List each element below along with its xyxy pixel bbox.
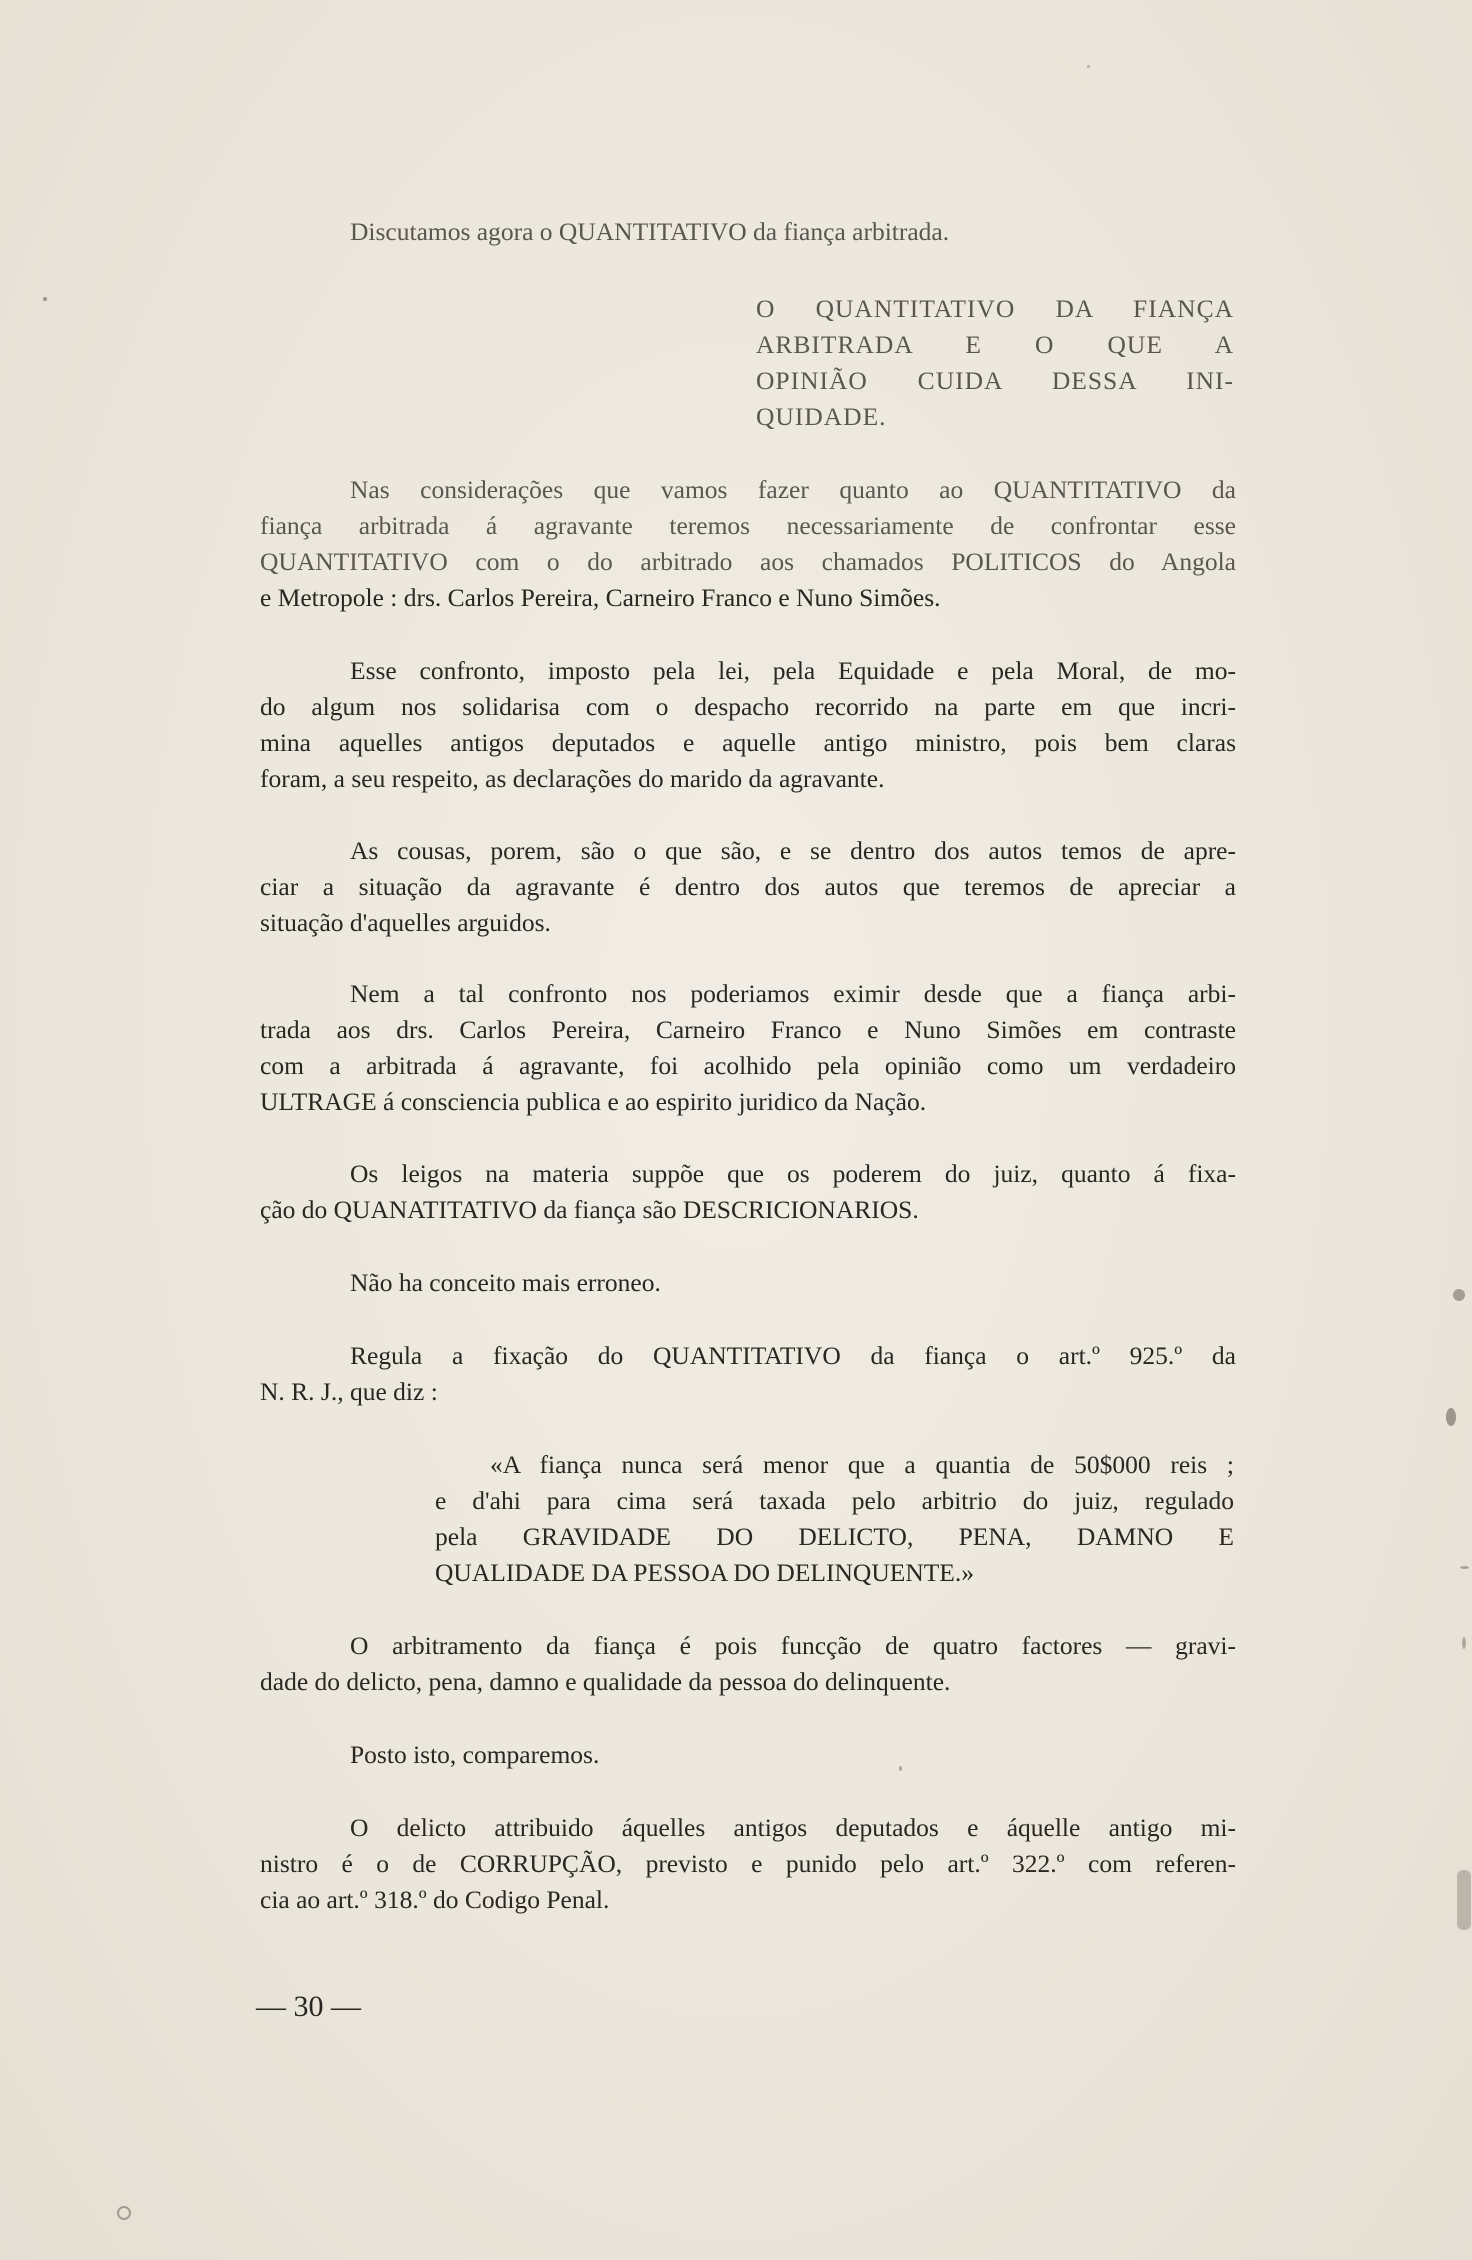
paragraph-line: As cousas, porem, são o que são, e se dentro dos autos temos de apre-	[350, 836, 1236, 865]
paragraph-line: Nem a tal confronto nos poderiamos eximir desde que a fiança arbi-	[350, 979, 1236, 1008]
paragraph-line: e Metropole : drs. Carlos Pereira, Carneiro Franco e Nuno Simões.	[260, 583, 941, 612]
paragraph-line: ção do QUANATITATIVO da fiança são DESCRICIONARIOS.	[260, 1195, 919, 1224]
paper-speck	[1446, 1408, 1456, 1426]
section-heading-line: ARBITRADA E O QUE A	[756, 330, 1234, 359]
paper-speck	[899, 1766, 902, 1771]
paragraph-line: foram, a seu respeito, as declarações do marido da agravante.	[260, 764, 885, 793]
paragraph-line: mina aquelles antigos deputados e aquelle antigo ministro, pois bem claras	[260, 728, 1236, 757]
paragraph-line: O delicto attribuido áquelles antigos deputados e áquelle antigo mi-	[350, 1813, 1236, 1842]
paragraph-line: situação d'aquelles arguidos.	[260, 908, 551, 937]
paragraph-line: trada aos drs. Carlos Pereira, Carneiro Franco e Nuno Simões em contraste	[260, 1015, 1236, 1044]
paragraph-line: nistro é o de CORRUPÇÃO, previsto e punido pelo art.º 322.º com referen-	[260, 1849, 1236, 1878]
paper-speck	[1460, 1566, 1469, 1569]
quote-line: QUALIDADE DA PESSOA DO DELINQUENTE.»	[435, 1558, 975, 1587]
paragraph-line: cia ao art.º 318.º do Codigo Penal.	[260, 1885, 610, 1914]
paragraph-line: dade do delicto, pena, damno e qualidade da pessoa do delinquente.	[260, 1667, 951, 1696]
paragraph-line: N. R. J., que diz :	[260, 1377, 438, 1406]
paper-speck	[117, 2206, 131, 2220]
paragraph-line: ULTRAGE á consciencia publica e ao espirito juridico da Nação.	[260, 1087, 927, 1116]
paragraph-line: Regula a fixação do QUANTITATIVO da fiança o art.º 925.º da	[350, 1341, 1236, 1370]
paper-speck	[1457, 1870, 1471, 1930]
paragraph-line: Os leigos na materia suppõe que os poderem do juiz, quanto á fixa-	[350, 1159, 1236, 1188]
paper-speck	[1087, 65, 1090, 68]
section-heading-line: OPINIÃO CUIDA DESSA INI-	[756, 366, 1234, 395]
section-heading-line: O QUANTITATIVO DA FIANÇA	[756, 294, 1234, 323]
paper-speck	[43, 297, 47, 301]
paper-speck	[1453, 1289, 1465, 1301]
paragraph-line: O arbitramento da fiança é pois funcção de quatro factores — gravi-	[350, 1631, 1236, 1660]
paper-speck	[1462, 1637, 1466, 1649]
paragraph-line: fiança arbitrada á agravante teremos necessariamente de confrontar esse	[260, 511, 1236, 540]
paragraph-line: Nas considerações que vamos fazer quanto ao QUANTITATIVO da	[350, 475, 1236, 504]
paragraph-line: com a arbitrada á agravante, foi acolhido pela opinião como um verdadeiro	[260, 1051, 1236, 1080]
section-heading-line: QUIDADE.	[756, 402, 887, 431]
intro-line: Discutamos agora o QUANTITATIVO da fiança arbitrada.	[350, 217, 950, 246]
paragraph-line: Esse confronto, imposto pela lei, pela Equidade e pela Moral, de mo-	[350, 656, 1236, 685]
quote-line: e d'ahi para cima será taxada pelo arbitrio do juiz, regulado	[435, 1486, 1234, 1515]
paragraph-line: do algum nos solidarisa com o despacho recorrido na parte em que incri-	[260, 692, 1236, 721]
quote-line: pela GRAVIDADE DO DELICTO, PENA, DAMNO E	[435, 1522, 1234, 1551]
paragraph-line: Não ha conceito mais erroneo.	[350, 1268, 661, 1297]
paragraph-line: ciar a situação da agravante é dentro dos autos que teremos de apreciar a	[260, 872, 1236, 901]
page-number: — 30 —	[256, 1990, 361, 2023]
quote-line: «A fiança nunca será menor que a quantia de 50$000 reis ;	[490, 1450, 1234, 1479]
paragraph-line: Posto isto, comparemos.	[350, 1740, 600, 1769]
paragraph-line: QUANTITATIVO com o do arbitrado aos chamados POLITICOS do Angola	[260, 547, 1236, 576]
